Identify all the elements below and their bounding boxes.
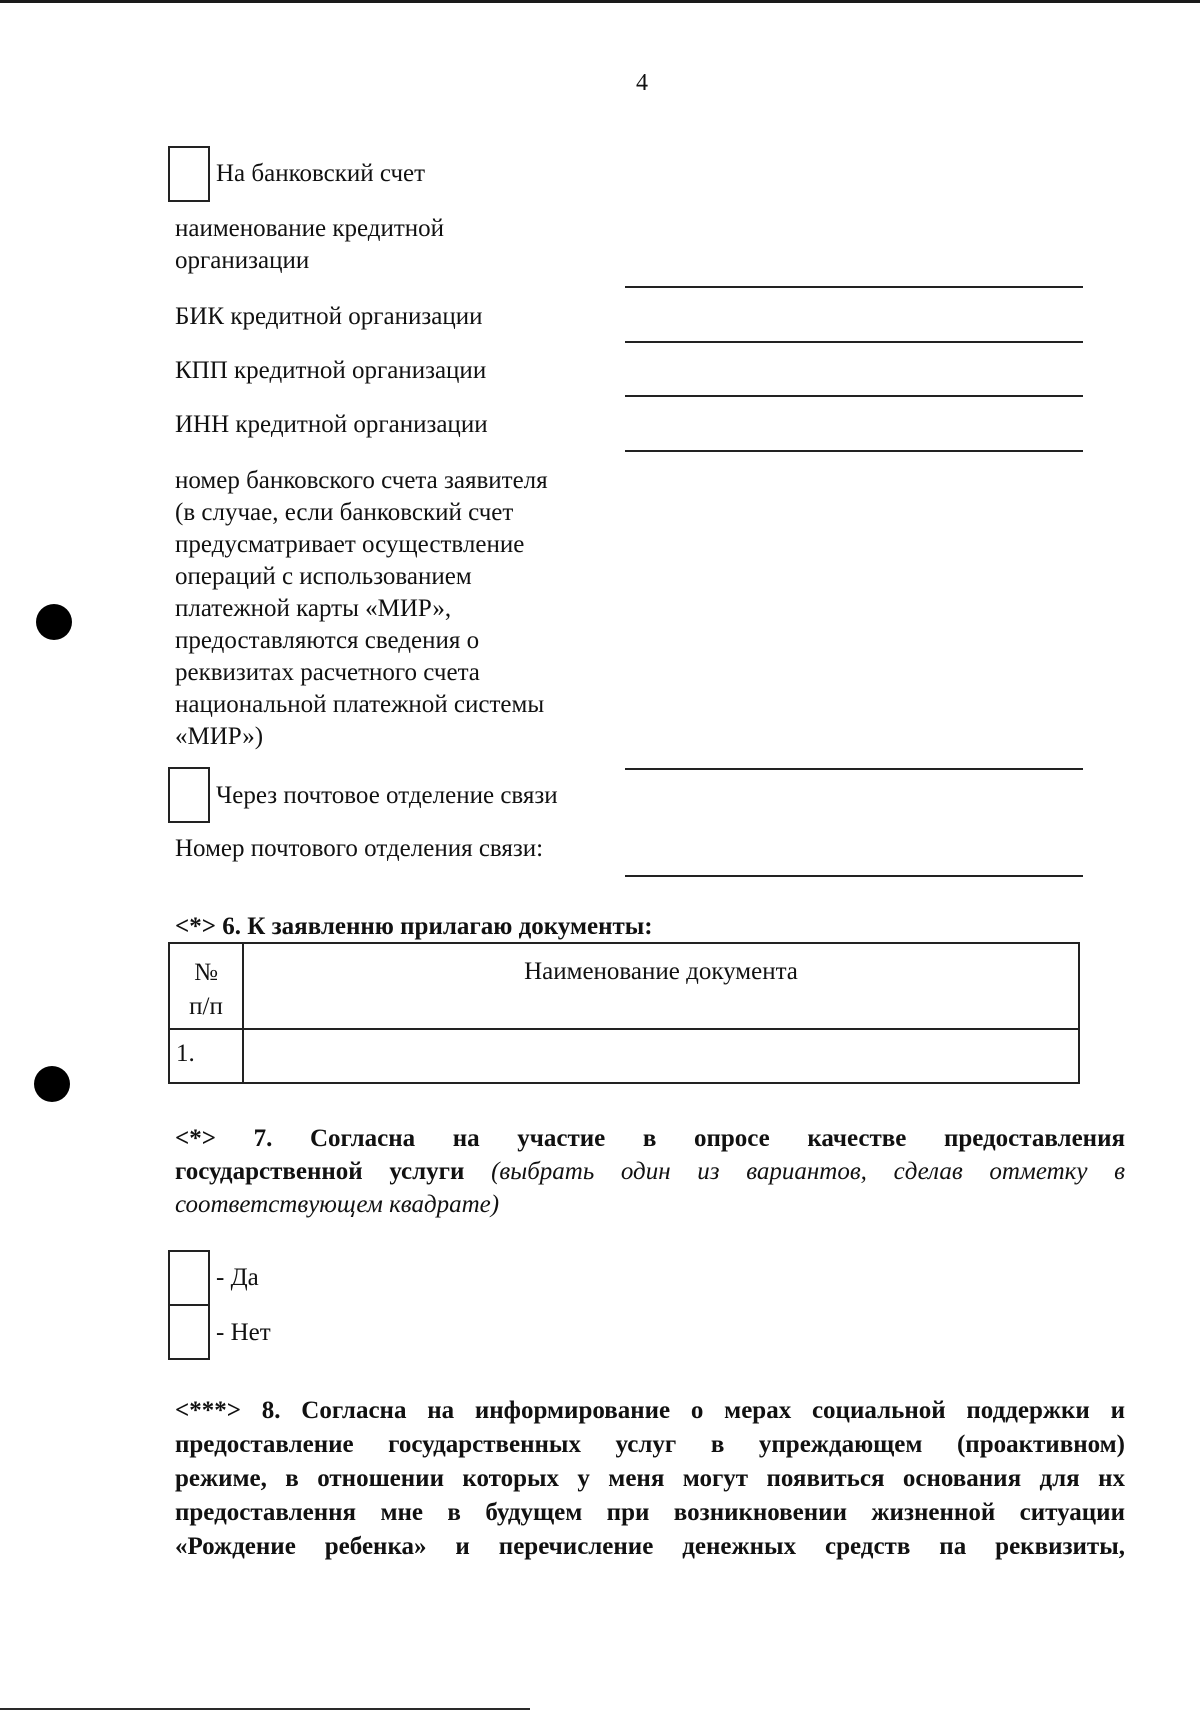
credit-org-name-field[interactable] (625, 286, 1083, 288)
section-8-line: предоставлення мне в будущем при возникновении жизненной ситуации (175, 1499, 1125, 1526)
credit-org-name-label: наименование кредитной организации (175, 215, 445, 274)
row-document-name-cell[interactable] (243, 1029, 1079, 1083)
credit-org-bik-field[interactable] (625, 341, 1083, 343)
credit-org-inn-field[interactable] (625, 450, 1083, 452)
yes-option-label: - Да (216, 1264, 259, 1291)
post-office-number-field[interactable] (625, 875, 1083, 877)
credit-org-inn-label: ИНН кредитной организации (175, 411, 488, 438)
post-office-option-label: Через почтовое отделение связи (216, 782, 558, 809)
section-8-line: режиме, в отношении которых у меня могут появиться основания для нх (175, 1465, 1125, 1492)
punch-hole (36, 604, 72, 640)
account-number-field[interactable] (625, 768, 1083, 770)
credit-org-bik-label: БИК кредитной организации (175, 303, 483, 330)
section-8-line: <***> 8. Согласна на информирование о мерах социальной поддержки и (175, 1397, 1125, 1424)
section-7-heading-line-1: <*> 7. Согласна на участие в опросе качестве предоставления (175, 1125, 1125, 1152)
account-number-label: номер банковского счета заявителя (в случае, если банковский счет предусматривает осуществление операций с использованием платежной карты «МИР», предоставляются сведения о реквизитах расчетного счета национальной платежной системы «МИР») (175, 467, 548, 750)
section-7-heading-line-2 (175, 1155, 1125, 1188)
section-7-title-continuation: государственной услуги (175, 1158, 465, 1185)
section-8-line: предоставление государственных услуг в упреждающем (проактивном) (175, 1431, 1125, 1458)
credit-org-kpp-field[interactable] (625, 395, 1083, 397)
post-office-number-label: Номер почтового отделения связи: (175, 835, 544, 862)
top-scan-border (0, 0, 1200, 3)
page-number: 4 (636, 70, 648, 96)
credit-org-kpp-label: КПП кредитной организации (175, 357, 487, 384)
documents-table (168, 942, 1080, 1084)
section-7-instruction: (выбрать один из вариантов, сделав отметку в (491, 1158, 1125, 1185)
no-checkbox[interactable] (168, 1304, 210, 1360)
table-row (169, 1029, 1079, 1083)
no-option-label: - Нет (216, 1319, 271, 1346)
section-7-heading-line-3: соответствующем квадрате) (175, 1191, 500, 1218)
col-document-name-header: Наименование документа (243, 943, 1079, 1029)
yes-checkbox[interactable] (168, 1250, 210, 1306)
bottom-scan-border (0, 1708, 530, 1710)
col-number-header: № п/п (169, 943, 243, 1029)
punch-hole (34, 1066, 70, 1102)
section-8-line: «Рождение ребенка» и перечисление денежных средств па реквизиты, (175, 1533, 1125, 1560)
bank-account-checkbox[interactable] (168, 146, 210, 202)
row-number-cell: 1. (169, 1029, 243, 1083)
post-office-checkbox[interactable] (168, 767, 210, 823)
section-6-heading: <*> 6. К заявленню прилагаю документы: (175, 913, 653, 940)
bank-account-option-label: На банковский счет (216, 160, 426, 187)
documents-table-header (169, 943, 1079, 1029)
